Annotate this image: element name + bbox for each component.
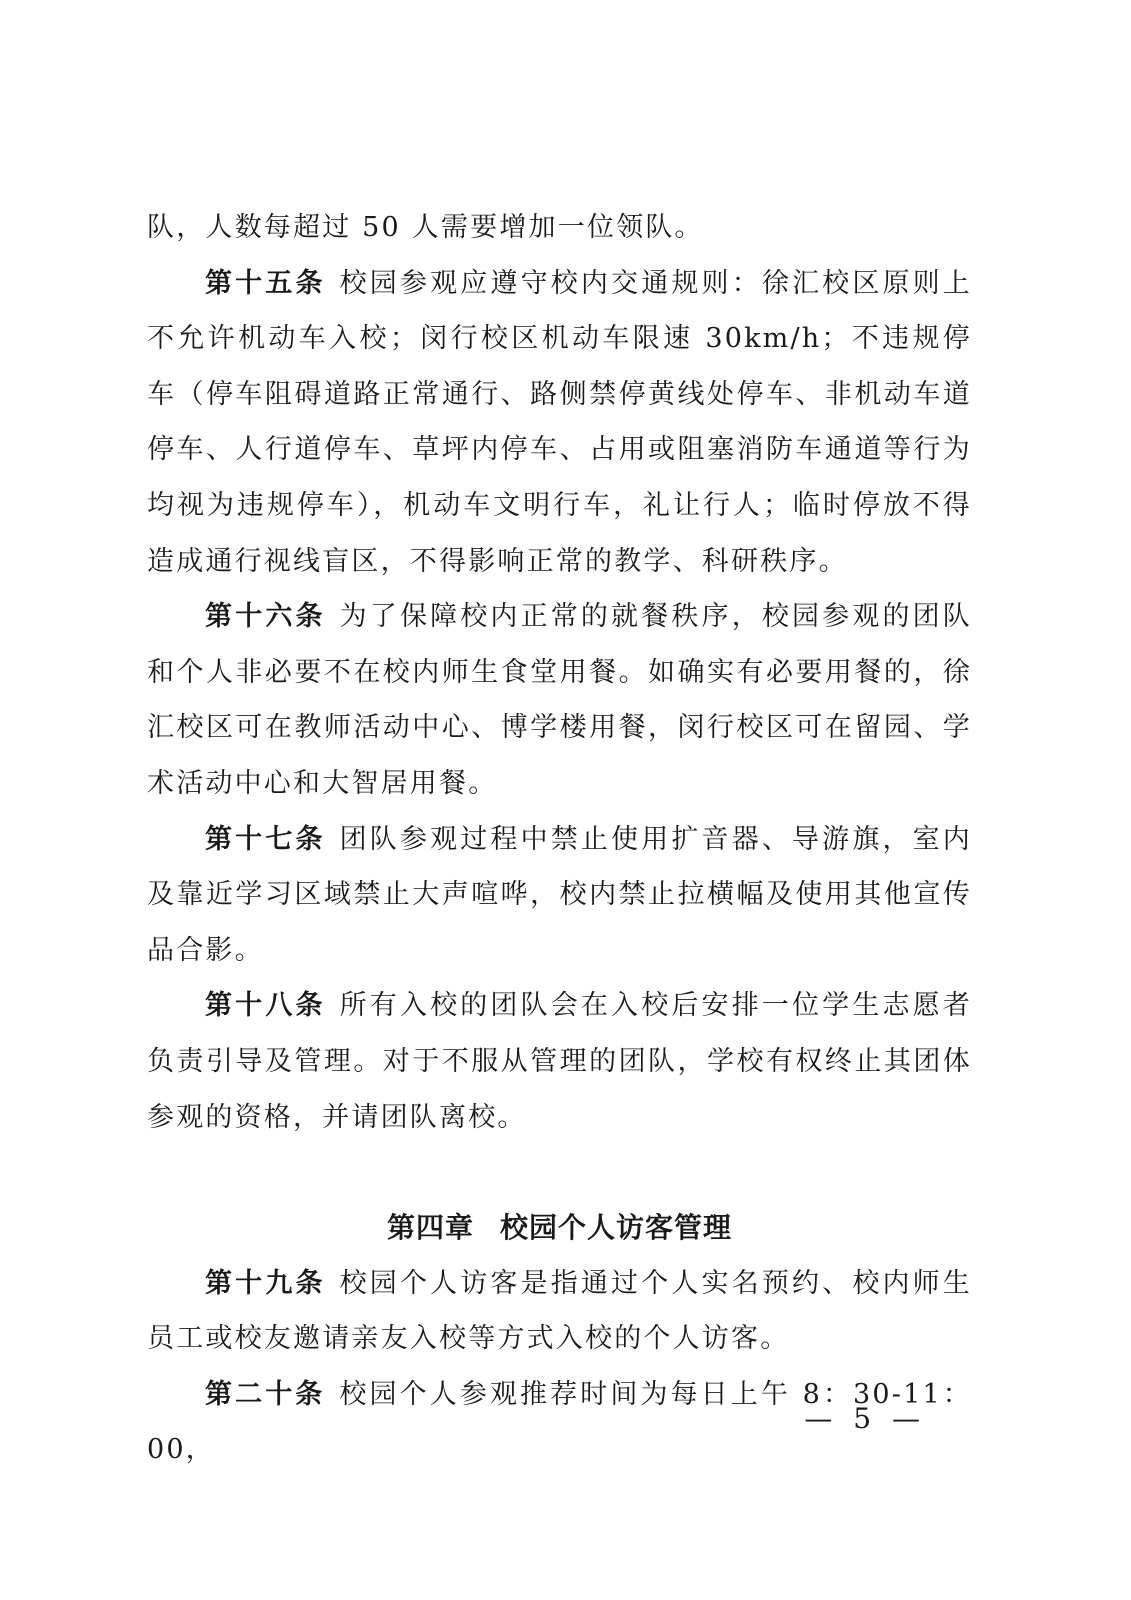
article-label: 第十九条: [205, 1267, 326, 1299]
article-label: 第十八条: [205, 990, 326, 1022]
article-16: [147, 589, 972, 811]
chapter-number: 第四章: [386, 1211, 474, 1245]
article-17: [147, 812, 972, 979]
article-15: [147, 256, 972, 590]
article-text: 所有入校的团队会在入校后安排一位学生志愿者负责引导及管理。对于不服从管理的团队，学校有权终止其团体参观的资格，并请团队离校。: [147, 990, 972, 1133]
page-number: — 5 —: [804, 1402, 926, 1435]
chapter-title: 校园个人访客管理: [500, 1211, 733, 1245]
article-label: 第二十条: [205, 1378, 326, 1410]
paragraph-continuation: [147, 200, 972, 256]
paragraph-text: 队，人数每超过 50 人需要增加一位领队。: [147, 212, 704, 243]
article-text: 校园个人参观推荐时间为每日上午 8：30-11：00，: [147, 1378, 972, 1466]
article-label: 第十六条: [205, 601, 326, 633]
chapter-heading: [147, 1200, 972, 1256]
document-body: [147, 200, 972, 1478]
article-text: 校园个人访客是指通过个人实名预约、校内师生员工或校友邀请亲友入校等方式入校的个人访客。: [147, 1267, 972, 1355]
article-19: [147, 1256, 972, 1367]
article-label: 第十五条: [205, 267, 326, 299]
article-text: 团队参观过程中禁止使用扩音器、导游旗，室内及靠近学习区域禁止大声喧哗，校内禁止拉横幅及使用其他宣传品合影。: [147, 823, 972, 966]
article-label: 第十七条: [205, 823, 326, 855]
article-text: 为了保障校内正常的就餐秩序，校园参观的团队和个人非必要不在校内师生食堂用餐。如确实有必要用餐的，徐汇校区可在教师活动中心、博学楼用餐，闵行校区可在留园、学术活动中心和大智居用餐。: [147, 601, 972, 799]
article-18: [147, 978, 972, 1145]
article-text: 校园参观应遵守校内交通规则：徐汇校区原则上不允许机动车入校；闵行校区机动车限速 30km/h；不违规停车（停车阻碍道路正常通行、路侧禁停黄线处停车、非机动车道停车、人行道停车、草坪内停车、占用或阻塞消防车通道等行为均视为违规停车），机动车文明行车，礼让行人；临时停放不得造成通行视线盲区，不得影响正常的教学、科研秩序。: [147, 267, 972, 577]
